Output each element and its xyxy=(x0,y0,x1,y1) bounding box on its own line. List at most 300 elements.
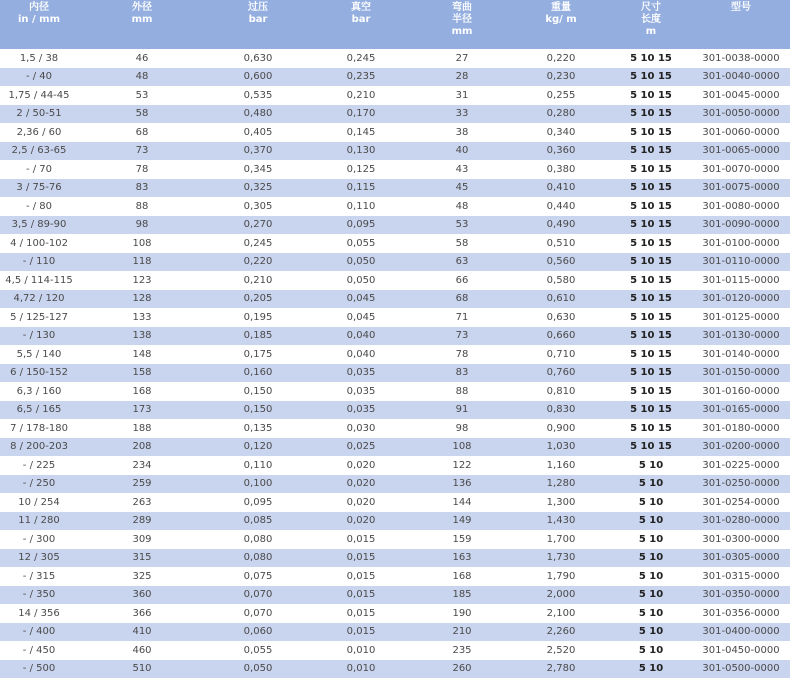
cell-outer-diameter: 83 xyxy=(78,179,206,198)
cell-inner-diameter: - / 225 xyxy=(0,456,78,475)
cell-overpressure: 0,080 xyxy=(206,549,310,568)
cell-inner-diameter: - / 500 xyxy=(0,660,78,678)
cell-vacuum: 0,050 xyxy=(310,253,412,272)
cell-vacuum: 0,040 xyxy=(310,345,412,364)
cell-bend-radius: 73 xyxy=(412,327,512,346)
cell-overpressure: 0,070 xyxy=(206,604,310,623)
cell-weight: 1,700 xyxy=(512,530,610,549)
column-header-line: 半径 xyxy=(414,14,510,26)
cell-weight: 2,520 xyxy=(512,641,610,660)
cell-length: 5 10 15 xyxy=(610,290,692,309)
column-header-line: mm xyxy=(414,26,510,38)
cell-model-number: 301-0065-0000 xyxy=(692,142,790,161)
cell-vacuum: 0,095 xyxy=(310,216,412,235)
cell-overpressure: 0,070 xyxy=(206,586,310,605)
cell-overpressure: 0,405 xyxy=(206,123,310,142)
cell-outer-diameter: 73 xyxy=(78,142,206,161)
cell-length: 5 10 xyxy=(610,530,692,549)
cell-bend-radius: 235 xyxy=(412,641,512,660)
table-row xyxy=(0,49,790,68)
cell-weight: 0,580 xyxy=(512,271,610,290)
cell-vacuum: 0,045 xyxy=(310,290,412,309)
cell-outer-diameter: 315 xyxy=(78,549,206,568)
cell-outer-diameter: 309 xyxy=(78,530,206,549)
cell-outer-diameter: 68 xyxy=(78,123,206,142)
cell-length: 5 10 15 xyxy=(610,49,692,68)
column-header-line: m xyxy=(612,26,690,38)
cell-inner-diameter: 2,5 / 63-65 xyxy=(0,142,78,161)
table-row xyxy=(0,216,790,235)
cell-overpressure: 0,060 xyxy=(206,623,310,642)
cell-weight: 0,810 xyxy=(512,382,610,401)
cell-length: 5 10 15 xyxy=(610,345,692,364)
table-row xyxy=(0,345,790,364)
cell-overpressure: 0,245 xyxy=(206,234,310,253)
cell-outer-diameter: 188 xyxy=(78,419,206,438)
cell-model-number: 301-0160-0000 xyxy=(692,382,790,401)
cell-inner-diameter: 6,5 / 165 xyxy=(0,401,78,420)
cell-outer-diameter: 510 xyxy=(78,660,206,678)
cell-outer-diameter: 88 xyxy=(78,197,206,216)
table-row xyxy=(0,234,790,253)
column-header-outer-diameter xyxy=(78,0,206,49)
cell-inner-diameter: 4 / 100-102 xyxy=(0,234,78,253)
cell-overpressure: 0,075 xyxy=(206,567,310,586)
column-header-line: mm xyxy=(80,14,204,26)
cell-vacuum: 0,020 xyxy=(310,475,412,494)
cell-outer-diameter: 360 xyxy=(78,586,206,605)
table-row xyxy=(0,512,790,531)
cell-weight: 0,630 xyxy=(512,308,610,327)
table-row xyxy=(0,86,790,105)
cell-outer-diameter: 263 xyxy=(78,493,206,512)
cell-weight: 1,790 xyxy=(512,567,610,586)
cell-weight: 1,030 xyxy=(512,438,610,457)
cell-vacuum: 0,170 xyxy=(310,105,412,124)
cell-outer-diameter: 234 xyxy=(78,456,206,475)
column-header-line: 尺寸 xyxy=(612,2,690,14)
cell-model-number: 301-0090-0000 xyxy=(692,216,790,235)
column-header-line: 长度 xyxy=(612,14,690,26)
cell-vacuum: 0,015 xyxy=(310,530,412,549)
cell-inner-diameter: - / 130 xyxy=(0,327,78,346)
cell-bend-radius: 66 xyxy=(412,271,512,290)
cell-overpressure: 0,220 xyxy=(206,253,310,272)
cell-model-number: 301-0300-0000 xyxy=(692,530,790,549)
table-header xyxy=(0,0,790,49)
cell-length: 5 10 15 xyxy=(610,308,692,327)
cell-inner-diameter: 4,72 / 120 xyxy=(0,290,78,309)
cell-weight: 0,410 xyxy=(512,179,610,198)
cell-weight: 0,710 xyxy=(512,345,610,364)
column-header-line: 型号 xyxy=(694,2,788,14)
cell-weight: 0,340 xyxy=(512,123,610,142)
table-row xyxy=(0,382,790,401)
cell-overpressure: 0,175 xyxy=(206,345,310,364)
cell-weight: 1,280 xyxy=(512,475,610,494)
cell-outer-diameter: 158 xyxy=(78,364,206,383)
cell-vacuum: 0,015 xyxy=(310,567,412,586)
cell-model-number: 301-0080-0000 xyxy=(692,197,790,216)
cell-bend-radius: 108 xyxy=(412,438,512,457)
cell-bend-radius: 91 xyxy=(412,401,512,420)
cell-model-number: 301-0280-0000 xyxy=(692,512,790,531)
cell-bend-radius: 88 xyxy=(412,382,512,401)
column-header-length xyxy=(610,0,692,49)
cell-model-number: 301-0110-0000 xyxy=(692,253,790,272)
cell-inner-diameter: 4,5 / 114-115 xyxy=(0,271,78,290)
cell-overpressure: 0,370 xyxy=(206,142,310,161)
cell-inner-diameter: 5,5 / 140 xyxy=(0,345,78,364)
cell-model-number: 301-0315-0000 xyxy=(692,567,790,586)
cell-bend-radius: 159 xyxy=(412,530,512,549)
cell-outer-diameter: 78 xyxy=(78,160,206,179)
cell-length: 5 10 xyxy=(610,604,692,623)
table-row xyxy=(0,179,790,198)
cell-bend-radius: 122 xyxy=(412,456,512,475)
cell-model-number: 301-0356-0000 xyxy=(692,604,790,623)
cell-inner-diameter: 3 / 75-76 xyxy=(0,179,78,198)
cell-model-number: 301-0254-0000 xyxy=(692,493,790,512)
cell-weight: 0,560 xyxy=(512,253,610,272)
table-row xyxy=(0,604,790,623)
cell-bend-radius: 260 xyxy=(412,660,512,678)
cell-overpressure: 0,630 xyxy=(206,49,310,68)
cell-weight: 0,660 xyxy=(512,327,610,346)
cell-bend-radius: 83 xyxy=(412,364,512,383)
column-header-line: 弯曲 xyxy=(414,2,510,14)
cell-weight: 2,100 xyxy=(512,604,610,623)
cell-overpressure: 0,100 xyxy=(206,475,310,494)
cell-length: 5 10 15 xyxy=(610,86,692,105)
table-row xyxy=(0,271,790,290)
cell-length: 5 10 15 xyxy=(610,253,692,272)
cell-inner-diameter: 10 / 254 xyxy=(0,493,78,512)
cell-vacuum: 0,045 xyxy=(310,308,412,327)
cell-overpressure: 0,160 xyxy=(206,364,310,383)
table-row xyxy=(0,142,790,161)
table-row xyxy=(0,475,790,494)
cell-weight: 0,900 xyxy=(512,419,610,438)
table-row xyxy=(0,401,790,420)
table-row xyxy=(0,160,790,179)
cell-outer-diameter: 460 xyxy=(78,641,206,660)
cell-bend-radius: 28 xyxy=(412,68,512,87)
cell-bend-radius: 31 xyxy=(412,86,512,105)
cell-model-number: 301-0180-0000 xyxy=(692,419,790,438)
cell-inner-diameter: - / 70 xyxy=(0,160,78,179)
cell-inner-diameter: - / 315 xyxy=(0,567,78,586)
cell-vacuum: 0,010 xyxy=(310,660,412,678)
cell-length: 5 10 xyxy=(610,567,692,586)
cell-inner-diameter: 2 / 50-51 xyxy=(0,105,78,124)
cell-vacuum: 0,020 xyxy=(310,493,412,512)
cell-model-number: 301-0165-0000 xyxy=(692,401,790,420)
cell-model-number: 301-0130-0000 xyxy=(692,327,790,346)
cell-length: 5 10 xyxy=(610,475,692,494)
cell-length: 5 10 xyxy=(610,660,692,678)
cell-weight: 0,610 xyxy=(512,290,610,309)
cell-bend-radius: 40 xyxy=(412,142,512,161)
cell-overpressure: 0,150 xyxy=(206,382,310,401)
cell-length: 5 10 15 xyxy=(610,364,692,383)
cell-overpressure: 0,600 xyxy=(206,68,310,87)
table-row xyxy=(0,419,790,438)
cell-overpressure: 0,185 xyxy=(206,327,310,346)
cell-bend-radius: 33 xyxy=(412,105,512,124)
cell-inner-diameter: 3,5 / 89-90 xyxy=(0,216,78,235)
cell-outer-diameter: 410 xyxy=(78,623,206,642)
cell-weight: 2,260 xyxy=(512,623,610,642)
table-row xyxy=(0,567,790,586)
cell-model-number: 301-0305-0000 xyxy=(692,549,790,568)
table-row xyxy=(0,327,790,346)
cell-length: 5 10 15 xyxy=(610,123,692,142)
cell-outer-diameter: 108 xyxy=(78,234,206,253)
cell-overpressure: 0,150 xyxy=(206,401,310,420)
cell-weight: 0,490 xyxy=(512,216,610,235)
cell-bend-radius: 78 xyxy=(412,345,512,364)
cell-model-number: 301-0100-0000 xyxy=(692,234,790,253)
cell-overpressure: 0,120 xyxy=(206,438,310,457)
cell-bend-radius: 210 xyxy=(412,623,512,642)
cell-weight: 0,440 xyxy=(512,197,610,216)
cell-vacuum: 0,020 xyxy=(310,512,412,531)
cell-vacuum: 0,110 xyxy=(310,197,412,216)
cell-vacuum: 0,010 xyxy=(310,641,412,660)
cell-weight: 0,510 xyxy=(512,234,610,253)
column-header-model-number xyxy=(692,0,790,49)
cell-overpressure: 0,050 xyxy=(206,660,310,678)
cell-bend-radius: 63 xyxy=(412,253,512,272)
column-header-line: bar xyxy=(208,14,308,26)
cell-inner-diameter: - / 250 xyxy=(0,475,78,494)
cell-model-number: 301-0040-0000 xyxy=(692,68,790,87)
cell-outer-diameter: 128 xyxy=(78,290,206,309)
cell-model-number: 301-0200-0000 xyxy=(692,438,790,457)
cell-weight: 0,230 xyxy=(512,68,610,87)
cell-weight: 2,780 xyxy=(512,660,610,678)
cell-weight: 1,160 xyxy=(512,456,610,475)
cell-weight: 0,380 xyxy=(512,160,610,179)
cell-overpressure: 0,325 xyxy=(206,179,310,198)
cell-bend-radius: 43 xyxy=(412,160,512,179)
column-header-line: bar xyxy=(312,14,410,26)
cell-overpressure: 0,480 xyxy=(206,105,310,124)
cell-outer-diameter: 289 xyxy=(78,512,206,531)
cell-bend-radius: 45 xyxy=(412,179,512,198)
cell-vacuum: 0,125 xyxy=(310,160,412,179)
cell-inner-diameter: 2,36 / 60 xyxy=(0,123,78,142)
cell-inner-diameter: - / 110 xyxy=(0,253,78,272)
cell-model-number: 301-0120-0000 xyxy=(692,290,790,309)
column-header-bend-radius xyxy=(412,0,512,49)
cell-length: 5 10 15 xyxy=(610,382,692,401)
cell-length: 5 10 xyxy=(610,549,692,568)
cell-model-number: 301-0060-0000 xyxy=(692,123,790,142)
table-row xyxy=(0,308,790,327)
cell-vacuum: 0,020 xyxy=(310,456,412,475)
table-body xyxy=(0,49,790,678)
cell-vacuum: 0,055 xyxy=(310,234,412,253)
column-header-line: in / mm xyxy=(2,14,76,26)
cell-inner-diameter: - / 300 xyxy=(0,530,78,549)
cell-vacuum: 0,025 xyxy=(310,438,412,457)
cell-bend-radius: 68 xyxy=(412,290,512,309)
cell-vacuum: 0,030 xyxy=(310,419,412,438)
cell-bend-radius: 71 xyxy=(412,308,512,327)
cell-outer-diameter: 168 xyxy=(78,382,206,401)
table-row xyxy=(0,364,790,383)
cell-bend-radius: 53 xyxy=(412,216,512,235)
column-header-line: 内径 xyxy=(2,2,76,14)
table-row xyxy=(0,253,790,272)
cell-overpressure: 0,110 xyxy=(206,456,310,475)
cell-outer-diameter: 138 xyxy=(78,327,206,346)
cell-model-number: 301-0250-0000 xyxy=(692,475,790,494)
table-row xyxy=(0,549,790,568)
cell-overpressure: 0,135 xyxy=(206,419,310,438)
table-row xyxy=(0,290,790,309)
cell-bend-radius: 144 xyxy=(412,493,512,512)
cell-model-number: 301-0125-0000 xyxy=(692,308,790,327)
cell-length: 5 10 15 xyxy=(610,160,692,179)
cell-model-number: 301-0140-0000 xyxy=(692,345,790,364)
cell-overpressure: 0,205 xyxy=(206,290,310,309)
cell-model-number: 301-0038-0000 xyxy=(692,49,790,68)
column-header-inner-diameter xyxy=(0,0,78,49)
cell-vacuum: 0,235 xyxy=(310,68,412,87)
column-header-overpressure xyxy=(206,0,310,49)
cell-overpressure: 0,085 xyxy=(206,512,310,531)
cell-vacuum: 0,145 xyxy=(310,123,412,142)
cell-weight: 1,300 xyxy=(512,493,610,512)
cell-inner-diameter: - / 450 xyxy=(0,641,78,660)
cell-model-number: 301-0050-0000 xyxy=(692,105,790,124)
cell-length: 5 10 15 xyxy=(610,327,692,346)
table-row xyxy=(0,641,790,660)
cell-bend-radius: 38 xyxy=(412,123,512,142)
cell-bend-radius: 190 xyxy=(412,604,512,623)
table-row xyxy=(0,586,790,605)
cell-outer-diameter: 208 xyxy=(78,438,206,457)
cell-length: 5 10 15 xyxy=(610,179,692,198)
cell-outer-diameter: 123 xyxy=(78,271,206,290)
cell-outer-diameter: 46 xyxy=(78,49,206,68)
cell-vacuum: 0,130 xyxy=(310,142,412,161)
cell-length: 5 10 xyxy=(610,586,692,605)
cell-weight: 1,730 xyxy=(512,549,610,568)
table-row xyxy=(0,493,790,512)
cell-weight: 0,280 xyxy=(512,105,610,124)
cell-overpressure: 0,195 xyxy=(206,308,310,327)
cell-inner-diameter: - / 80 xyxy=(0,197,78,216)
cell-vacuum: 0,035 xyxy=(310,364,412,383)
cell-length: 5 10 15 xyxy=(610,197,692,216)
cell-length: 5 10 15 xyxy=(610,216,692,235)
cell-length: 5 10 xyxy=(610,512,692,531)
cell-inner-diameter: 11 / 280 xyxy=(0,512,78,531)
cell-inner-diameter: - / 40 xyxy=(0,68,78,87)
cell-model-number: 301-0350-0000 xyxy=(692,586,790,605)
cell-length: 5 10 xyxy=(610,641,692,660)
cell-model-number: 301-0115-0000 xyxy=(692,271,790,290)
cell-vacuum: 0,040 xyxy=(310,327,412,346)
table-row xyxy=(0,456,790,475)
cell-outer-diameter: 48 xyxy=(78,68,206,87)
cell-length: 5 10 xyxy=(610,493,692,512)
cell-inner-diameter: 14 / 356 xyxy=(0,604,78,623)
column-header-line: kg/ m xyxy=(514,14,608,26)
cell-vacuum: 0,015 xyxy=(310,549,412,568)
cell-overpressure: 0,345 xyxy=(206,160,310,179)
cell-inner-diameter: 8 / 200-203 xyxy=(0,438,78,457)
cell-length: 5 10 15 xyxy=(610,419,692,438)
column-header-weight xyxy=(512,0,610,49)
cell-inner-diameter: 5 / 125-127 xyxy=(0,308,78,327)
cell-length: 5 10 15 xyxy=(610,234,692,253)
cell-inner-diameter: 6 / 150-152 xyxy=(0,364,78,383)
cell-bend-radius: 149 xyxy=(412,512,512,531)
cell-overpressure: 0,095 xyxy=(206,493,310,512)
cell-outer-diameter: 173 xyxy=(78,401,206,420)
cell-weight: 1,430 xyxy=(512,512,610,531)
table-row xyxy=(0,530,790,549)
cell-weight: 0,220 xyxy=(512,49,610,68)
column-header-line: 过压 xyxy=(208,2,308,14)
cell-outer-diameter: 366 xyxy=(78,604,206,623)
cell-outer-diameter: 58 xyxy=(78,105,206,124)
cell-outer-diameter: 98 xyxy=(78,216,206,235)
cell-inner-diameter: - / 400 xyxy=(0,623,78,642)
cell-bend-radius: 168 xyxy=(412,567,512,586)
cell-inner-diameter: 1,5 / 38 xyxy=(0,49,78,68)
table-row xyxy=(0,123,790,142)
cell-outer-diameter: 148 xyxy=(78,345,206,364)
cell-length: 5 10 15 xyxy=(610,271,692,290)
cell-length: 5 10 15 xyxy=(610,438,692,457)
column-header-line: 外径 xyxy=(80,2,204,14)
table-row xyxy=(0,105,790,124)
cell-overpressure: 0,270 xyxy=(206,216,310,235)
column-header-vacuum xyxy=(310,0,412,49)
cell-model-number: 301-0400-0000 xyxy=(692,623,790,642)
cell-vacuum: 0,035 xyxy=(310,382,412,401)
cell-vacuum: 0,015 xyxy=(310,623,412,642)
cell-bend-radius: 185 xyxy=(412,586,512,605)
cell-length: 5 10 xyxy=(610,623,692,642)
cell-overpressure: 0,210 xyxy=(206,271,310,290)
cell-overpressure: 0,055 xyxy=(206,641,310,660)
table-row xyxy=(0,438,790,457)
cell-outer-diameter: 325 xyxy=(78,567,206,586)
header-row xyxy=(0,0,790,49)
cell-vacuum: 0,115 xyxy=(310,179,412,198)
cell-inner-diameter: - / 350 xyxy=(0,586,78,605)
cell-vacuum: 0,015 xyxy=(310,604,412,623)
cell-outer-diameter: 133 xyxy=(78,308,206,327)
table-row xyxy=(0,623,790,642)
cell-model-number: 301-0075-0000 xyxy=(692,179,790,198)
cell-length: 5 10 15 xyxy=(610,142,692,161)
cell-bend-radius: 27 xyxy=(412,49,512,68)
table-row xyxy=(0,197,790,216)
column-header-line: 重量 xyxy=(514,2,608,14)
cell-model-number: 301-0150-0000 xyxy=(692,364,790,383)
cell-model-number: 301-0070-0000 xyxy=(692,160,790,179)
table-row xyxy=(0,68,790,87)
cell-bend-radius: 58 xyxy=(412,234,512,253)
